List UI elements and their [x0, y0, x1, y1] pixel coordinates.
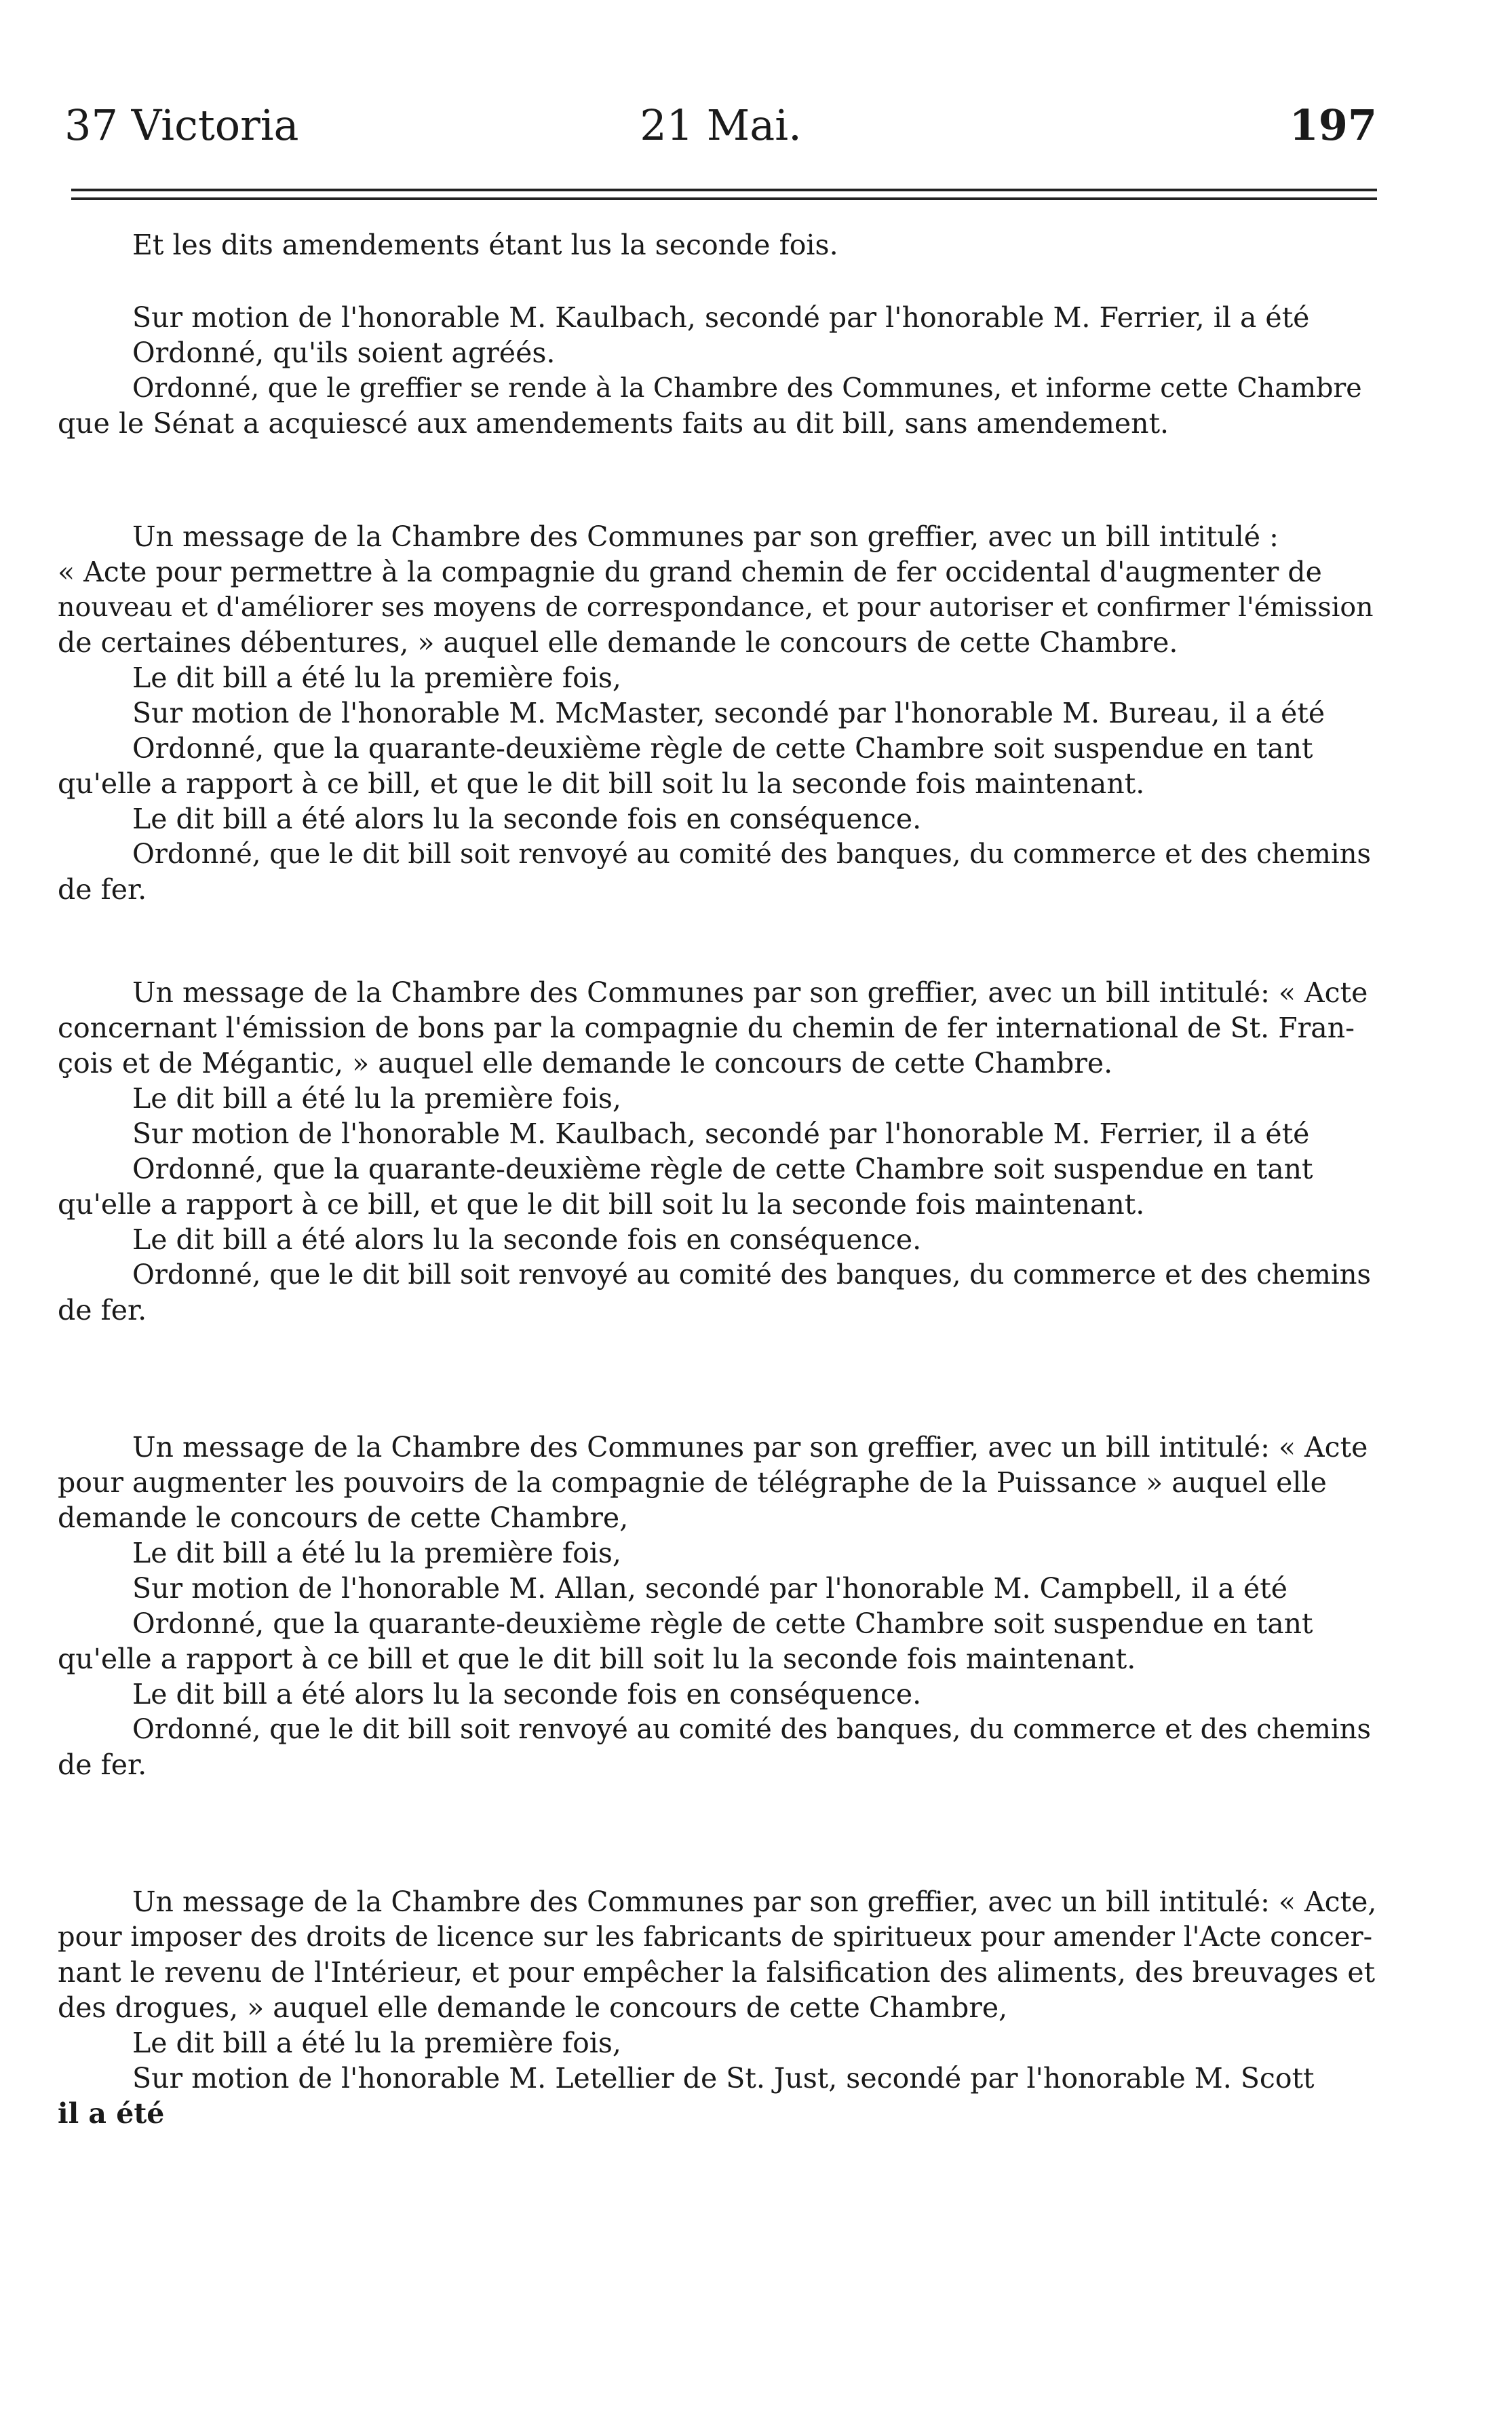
text-line: nouveau et d'améliorer ses moyens de correspondance, et pour autoriser et confirmer l'émission — [58, 592, 1374, 623]
text-line: Le dit bill a été lu la première fois, — [132, 662, 621, 694]
text-line: Ordonné, qu'ils soient agréés. — [132, 337, 556, 369]
text-line: de fer. — [58, 1748, 147, 1781]
text-line: de certaines débentures, » auquel elle demande le concours de cette Chambre. — [58, 626, 1178, 659]
text-line: Le dit bill a été alors lu la seconde fois en conséquence. — [132, 1678, 922, 1710]
text-line: de fer. — [58, 1294, 147, 1326]
text-line: Ordonné, que le dit bill soit renvoyé au comité des banques, du commerce et des chemins — [132, 1714, 1372, 1745]
text-line: qu'elle a rapport à ce bill, et que le dit bill soit lu la seconde fois maintenant. — [58, 1188, 1145, 1221]
header-date: 21 Mai. — [640, 100, 802, 150]
text-line: Sur motion de l'honorable M. Kaulbach, secondé par l'honorable M. Ferrier, il a été — [132, 301, 1310, 334]
text-line: Et les dits amendements étant lus la seconde fois. — [132, 229, 838, 261]
text-line: Ordonné, que la quarante-deuxième règle de cette Chambre soit suspendue en tant — [132, 1607, 1313, 1640]
text-line: Le dit bill a été lu la première fois, — [132, 1537, 621, 1569]
text-line: Ordonné, que le greffier se rende à la Chambre des Communes, et informe cette Chambre — [132, 372, 1362, 404]
paragraph-message-st-francois — [58, 975, 1377, 1328]
text-line: Le dit bill a été lu la première fois, — [132, 1082, 621, 1115]
header-regnal-year: 37 Victoria — [64, 100, 299, 150]
text-line: Ordonné, que la quarante-deuxième règle de cette Chambre soit suspendue en tant — [132, 1153, 1313, 1185]
text-line: Sur motion de l'honorable M. Letellier de St. Just, secondé par l'honorable M. Scott — [132, 2062, 1315, 2095]
text-line: Sur motion de l'honorable M. McMaster, secondé par l'honorable M. Bureau, il a été — [132, 697, 1325, 729]
paragraph-kaulbach-motion — [58, 300, 1377, 441]
text-line: Ordonné, que la quarante-deuxième règle de cette Chambre soit suspendue en tant — [132, 732, 1313, 765]
text-line: Ordonné, que le dit bill soit renvoyé au comité des banques, du commerce et des chemins — [132, 1259, 1372, 1290]
text-line: des drogues, » auquel elle demande le concours de cette Chambre, — [58, 1991, 1008, 2024]
text-line: Le dit bill a été alors lu la seconde fois en conséquence. — [132, 803, 922, 835]
text-line: Sur motion de l'honorable M. Allan, secondé par l'honorable M. Campbell, il a été — [132, 1572, 1288, 1605]
paragraph-message-spirits-licence — [58, 1884, 1377, 2131]
text-line: Un message de la Chambre des Communes par son greffier, avec un bill intitulé: « Acte — [132, 1431, 1368, 1464]
text-line: qu'elle a rapport à ce bill et que le dit bill soit lu la seconde fois maintenant. — [58, 1643, 1136, 1675]
header-rule-top — [71, 189, 1377, 191]
text-line: « Acte pour permettre à la compagnie du grand chemin de fer occidental d'augmenter de — [58, 556, 1322, 588]
text-line: demande le concours de cette Chambre, — [58, 1502, 629, 1534]
text-line: Un message de la Chambre des Communes par son greffier, avec un bill intitulé: « Acte — [132, 976, 1368, 1009]
text-line: Le dit bill a été alors lu la seconde fois en conséquence. — [132, 1223, 922, 1256]
text-line: que le Sénat a acquiescé aux amendements faits au dit bill, sans amendement. — [58, 407, 1169, 440]
text-line: il a été — [58, 2097, 165, 2130]
text-line: Un message de la Chambre des Communes par son greffier, avec un bill intitulé: « Acte, — [132, 1886, 1377, 1918]
document-body — [58, 227, 1377, 2131]
text-line: Sur motion de l'honorable M. Kaulbach, secondé par l'honorable M. Ferrier, il a été — [132, 1117, 1310, 1150]
paragraph-message-telegraph — [58, 1430, 1377, 1782]
text-line: nant le revenu de l'Intérieur, et pour empêcher la falsification des aliments, des breuvages et — [58, 1956, 1376, 1989]
text-line: pour augmenter les pouvoirs de la compagnie de télégraphe de la Puissance » auquel elle — [58, 1466, 1327, 1499]
text-line: çois et de Mégantic, » auquel elle demande le concours de cette Chambre. — [58, 1047, 1113, 1079]
text-line: concernant l'émission de bons par la compagnie du chemin de fer international de St. Fran- — [58, 1012, 1355, 1044]
text-line: de fer. — [58, 873, 147, 906]
text-line: Un message de la Chambre des Communes par son greffier, avec un bill intitulé : — [132, 520, 1279, 553]
paragraph-message-grand-western — [58, 519, 1377, 907]
running-header — [64, 95, 1377, 156]
page-number: 197 — [1289, 100, 1377, 150]
text-line: Ordonné, que le dit bill soit renvoyé au comité des banques, du commerce et des chemins — [132, 839, 1372, 870]
text-line: qu'elle a rapport à ce bill, et que le dit bill soit lu la seconde fois maintenant. — [58, 767, 1145, 800]
paragraph-amendments-read — [58, 227, 1377, 263]
text-line: pour imposer des droits de licence sur les fabricants de spiritueux pour amender l'Acte concer- — [58, 1921, 1373, 1953]
header-rule-bottom — [71, 197, 1377, 200]
text-line: Le dit bill a été lu la première fois, — [132, 2027, 621, 2059]
